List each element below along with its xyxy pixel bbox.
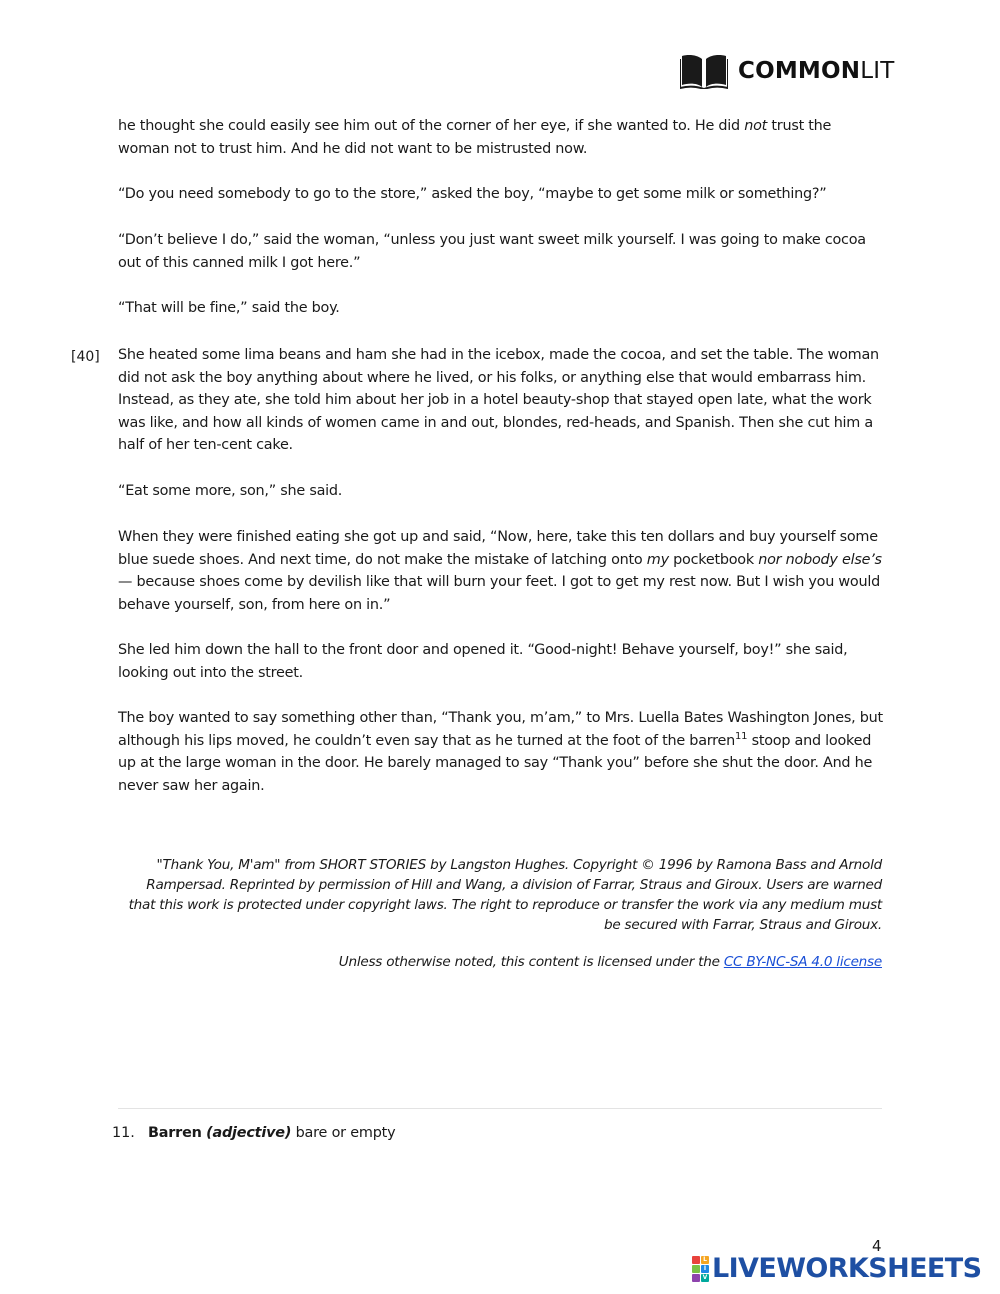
liveworksheets-icon: L I V — [692, 1256, 709, 1282]
commonlit-logo — [680, 53, 894, 89]
liveworksheets-wordmark: LIVEWORKSHEETS — [712, 1253, 982, 1284]
story-paragraph: he thought she could easily see him out of the corner of her eye, if she wanted to. He did not trust the woman not to trust him. And he did not want to be mistrusted now. — [118, 118, 832, 157]
license-link[interactable]: CC BY-NC-SA 4.0 license — [723, 954, 882, 970]
page-number: 4 — [872, 1237, 882, 1255]
footnote-number: 11. — [112, 1125, 135, 1141]
paragraph-number: [40] — [71, 349, 100, 365]
footnote-divider — [118, 1108, 882, 1109]
copyright-credit: "Thank You, M'am" from SHORT STORIES by Langston Hughes. Copyright © 1996 by Ramona Bass and Arnold Rampersad. Reprinted by permission of Hill and Wang, a division of Farrar, Straus and Giroux. Users are warned that this work is protected under copyright laws. The right to reproduce or transfer the work via any medium must be secured with Farrar, Straus and Giroux. — [128, 857, 882, 933]
story-paragraph: She led him down the hall to the front door and opened it. “Good-night! Behave yourself, boy!” she said, looking out into the street. — [118, 642, 848, 681]
story-paragraph: The boy wanted to say something other than, “Thank you, m’am,” to Mrs. Luella Bates Washington Jones, but although his lips moved, he couldn’t even say that as he turned at the foot of the barren$^{11}$ stoop and looked up at the large woman in the door. He barely managed to say “Thank you” before she shut the door. And he never saw her again. — [118, 710, 883, 794]
footnote-term: Barren — [148, 1125, 202, 1141]
liveworksheets-watermark — [692, 1253, 981, 1284]
story-paragraph: When they were finished eating she got up and said, “Now, here, take this ten dollars and buy yourself some blue suede shoes. And next time, do not make the mistake of latching onto my pocketbook nor nobody else’s — because shoes come by devilish like that will burn your feet. I got to get my rest now. But I wish you would behave yourself, son, from here on in.” — [118, 529, 882, 613]
open-book-icon — [680, 53, 728, 89]
logo-wordmark: COMMONLIT — [738, 58, 895, 84]
story-paragraph: “Don’t believe I do,” said the woman, “unless you just want sweet milk yourself. I was going to make cocoa out of this canned milk I got here.” — [118, 232, 866, 271]
story-paragraph: “Do you need somebody to go to the store,” asked the boy, “maybe to get some milk or something?” — [118, 186, 827, 202]
license-notice: Unless otherwise noted, this content is licensed under the CC BY-NC-SA 4.0 license — [338, 954, 882, 970]
footnote-pos: (adjective) — [206, 1125, 292, 1141]
story-paragraph: “That will be fine,” said the boy. — [118, 300, 340, 316]
footnote-definition: bare or empty — [291, 1125, 396, 1141]
story-paragraph: She heated some lima beans and ham she had in the icebox, made the cocoa, and set the table. The woman did not ask the boy anything about where he lived, or his folks, or anything else that would embarrass him. Instead, as they ate, she told him about her job in a hotel beauty-shop that stayed open late, what the work was like, and how all kinds of women came in and out, blondes, red-heads, and Spanish. Then she cut him a half of her ten-cent cake. — [118, 347, 879, 453]
footnote — [148, 1123, 395, 1143]
story-paragraph: “Eat some more, son,” she said. — [118, 483, 343, 499]
footnote-ref: 11 — [735, 730, 748, 742]
